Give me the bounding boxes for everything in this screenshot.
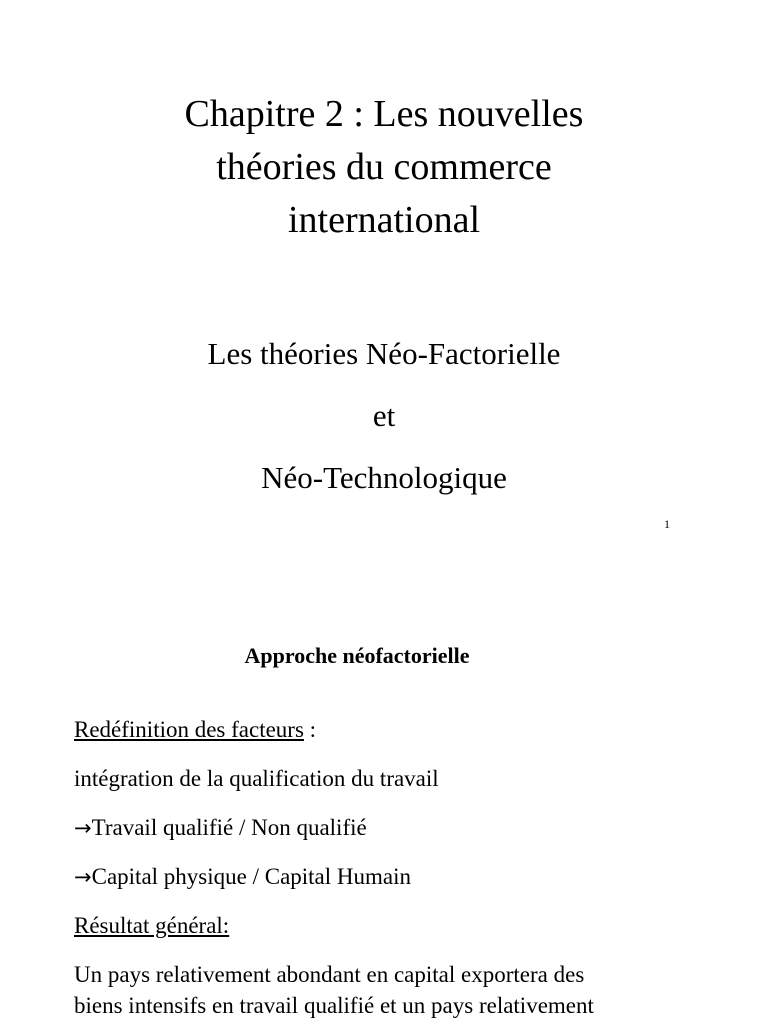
result-line-2: biens intensifs en travail qualifié et un pays relativement <box>74 993 594 1018</box>
section-heading: Approche néofactorielle <box>244 643 470 668</box>
redefinition-label: Redéfinition des facteurs <box>74 717 304 742</box>
slide-title <box>0 88 768 247</box>
result-label: Résultat général: <box>74 913 230 938</box>
redefinition-line <box>74 715 316 744</box>
slide-title-line-1: Chapitre 2 : Les nouvelles <box>184 93 584 135</box>
subtitle-line-3: Néo-Technologique <box>261 460 507 495</box>
bullet-text-2: Capital physique / Capital Humain <box>91 864 412 889</box>
subtitle-line-2: et <box>372 398 396 433</box>
bullet-item-2 <box>74 862 411 892</box>
integration-text: intégration de la qualification du travail <box>74 766 439 791</box>
arrow-right-icon: → <box>74 816 92 840</box>
page-number: 1 <box>664 517 670 531</box>
slide-title-line-2: théories du commerce <box>216 146 552 188</box>
bullet-text-1: Travail qualifié / Non qualifié <box>91 815 367 840</box>
arrow-right-icon: → <box>74 865 92 889</box>
result-line-1: Un pays relativement abondant en capital exportera des <box>74 962 585 987</box>
slide-title-line-3: international <box>287 199 481 241</box>
redefinition-suffix: : <box>303 717 317 742</box>
subtitle-line-1: Les théories Néo-Factorielle <box>207 336 561 371</box>
bullet-item-1 <box>74 813 367 843</box>
